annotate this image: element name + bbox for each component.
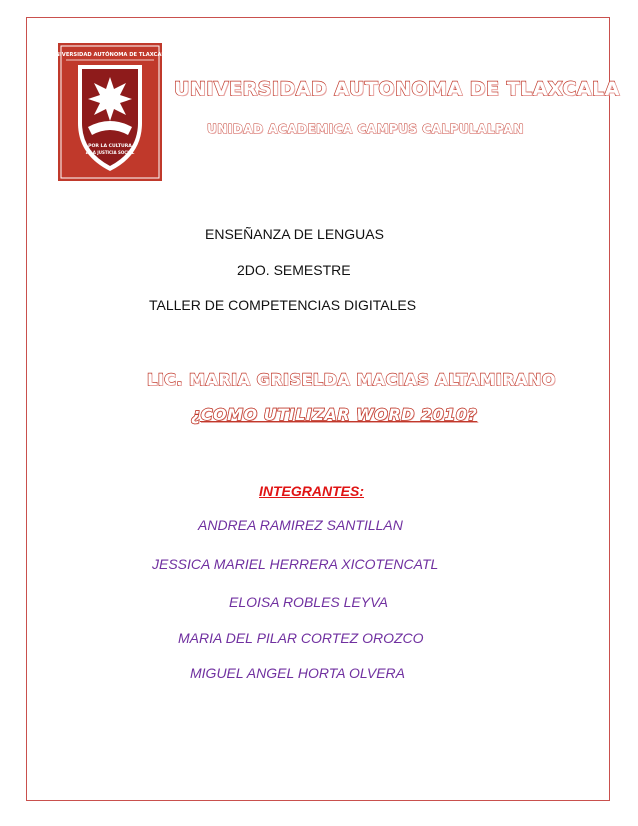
member-name: ELOISA ROBLES LEYVA (229, 594, 389, 610)
teacher-name: LIC. MARIA GRISELDA MACIAS ALTAMIRANO (147, 370, 556, 389)
topic-title: ¿COMO UTILIZAR WORD 2010? (191, 405, 478, 424)
logo-caption: UNIVERSIDAD AUTÓNOMA DE TLAXCALA (51, 52, 169, 58)
members-heading: INTEGRANTES: (259, 483, 364, 499)
member-name: JESSICA MARIEL HERRERA XICOTENCATL (152, 556, 439, 572)
campus-subtitle: UNIDAD ACADEMICA CAMPUS CALPULALPAN (207, 122, 524, 136)
member-name: MIGUEL ANGEL HORTA OLVERA (190, 665, 405, 681)
sun-icon (88, 77, 132, 121)
program-name: ENSEÑANZA DE LENGUAS (205, 226, 384, 242)
member-name: ANDREA RAMIREZ SANTILLAN (198, 517, 403, 533)
university-seal-logo (51, 43, 169, 181)
member-name: MARIA DEL PILAR CORTEZ OROZCO (178, 630, 424, 646)
logo-motto-line1: POR LA CULTURA (88, 144, 132, 149)
semester-label: 2DO. SEMESTRE (237, 262, 351, 278)
logo-motto-line2: A LA JUSTICIA SOCIAL (85, 150, 135, 155)
subject-name: TALLER DE COMPETENCIAS DIGITALES (149, 297, 417, 313)
university-title: UNIVERSIDAD AUTONOMA DE TLAXCALA (174, 78, 620, 100)
